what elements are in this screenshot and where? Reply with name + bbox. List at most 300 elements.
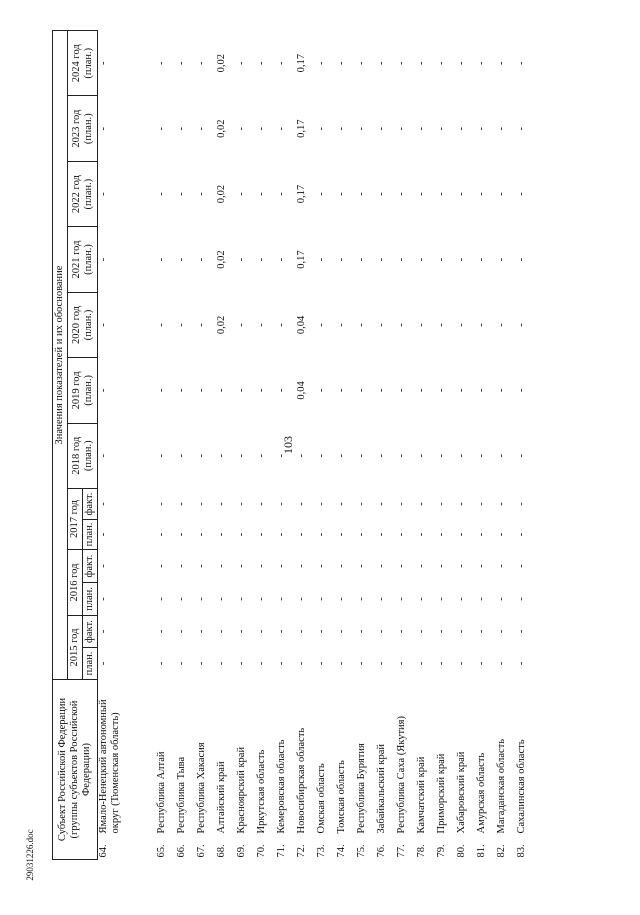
value-cell: - xyxy=(436,323,447,327)
year-plan-header: 2023 год (план.) xyxy=(68,96,98,161)
value-cell: - xyxy=(256,502,267,506)
value-cell: - xyxy=(516,564,527,568)
value-cell: - xyxy=(256,192,267,196)
value-cell: - xyxy=(296,502,307,506)
value-cell: - xyxy=(276,192,287,196)
value-cell: - xyxy=(316,597,327,601)
value-cell: - xyxy=(356,257,367,262)
fact-subheader: факт. xyxy=(83,550,98,583)
value-cell: - xyxy=(416,629,427,634)
value-cell: - xyxy=(256,61,267,65)
value-cell: - xyxy=(476,502,487,506)
table-row xyxy=(216,31,236,860)
value-cell: - xyxy=(276,564,287,568)
row-number: 83. xyxy=(516,844,527,858)
value-cell: - xyxy=(98,502,109,506)
value-cell: - xyxy=(98,597,109,601)
value-cell: - xyxy=(496,532,507,537)
value-cell: - xyxy=(336,564,347,568)
value-cell: - xyxy=(516,61,527,65)
value-cell: - xyxy=(276,61,287,65)
value-cell: - xyxy=(436,192,447,196)
value-cell: - xyxy=(156,323,167,327)
value-cell: - xyxy=(496,257,507,262)
value-cell: - xyxy=(476,192,487,196)
value-cell: - xyxy=(196,388,207,393)
value-cell: - xyxy=(376,532,387,537)
region-name: Республика Саха (Якутия) xyxy=(396,716,407,834)
value-cell: - xyxy=(356,454,367,458)
value-cell: - xyxy=(396,323,407,327)
year-plan-header: 2019 год (план.) xyxy=(68,358,98,423)
value-cell: - xyxy=(356,661,367,666)
value-cell: - xyxy=(156,388,167,393)
value-cell: - xyxy=(456,257,467,262)
value-cell: - xyxy=(316,61,327,65)
value-cell: - xyxy=(496,126,507,131)
value-cell: - xyxy=(336,502,347,506)
value-cell: - xyxy=(436,502,447,506)
region-name: Республика Тыва xyxy=(176,756,187,834)
value-cell: - xyxy=(456,502,467,506)
year-plan-header: 2024 год (план.) xyxy=(68,31,98,96)
year-plan-header: 2018 год (план.) xyxy=(68,423,98,488)
value-cell: 0,02 xyxy=(216,184,227,204)
value-cell: 0,04 xyxy=(296,315,307,335)
value-cell: - xyxy=(396,454,407,458)
value-cell: - xyxy=(376,388,387,393)
fact-subheader: факт. xyxy=(83,489,98,520)
value-cell: - xyxy=(236,126,247,131)
year-plan-header: 2021 год (план.) xyxy=(68,227,98,292)
value-cell: - xyxy=(376,126,387,131)
value-cell: - xyxy=(256,257,267,262)
value-cell: - xyxy=(156,454,167,458)
value-cell: 0,02 xyxy=(216,250,227,269)
table-row xyxy=(496,31,516,860)
value-cell: - xyxy=(436,61,447,65)
table-row xyxy=(156,31,176,860)
value-cell: - xyxy=(336,61,347,65)
value-cell: - xyxy=(336,126,347,131)
value-cell: - xyxy=(496,661,507,666)
value-cell: - xyxy=(436,532,447,537)
value-cell: - xyxy=(276,126,287,131)
value-cell: - xyxy=(236,257,247,262)
value-cell: - xyxy=(276,661,287,666)
value-cell: - xyxy=(396,61,407,65)
value-cell: - xyxy=(416,192,427,196)
region-name: Новосибирская область xyxy=(296,727,307,834)
value-cell: - xyxy=(456,126,467,131)
table-row xyxy=(316,31,336,860)
value-cell: - xyxy=(456,661,467,666)
value-cell: - xyxy=(216,564,227,568)
region-name: Иркутская область xyxy=(256,749,267,834)
value-cell: - xyxy=(436,597,447,601)
value-cell: - xyxy=(416,61,427,65)
value-cell: - xyxy=(236,454,247,458)
row-number: 74. xyxy=(336,844,347,858)
row-number: 71. xyxy=(276,844,287,858)
value-cell: - xyxy=(98,454,109,458)
value-cell: - xyxy=(216,532,227,537)
value-cell: - xyxy=(456,629,467,634)
table-row xyxy=(196,31,216,860)
value-cell: - xyxy=(516,323,527,327)
table-row xyxy=(296,31,316,860)
value-cell: - xyxy=(356,388,367,393)
value-cell: - xyxy=(496,564,507,568)
value-cell: - xyxy=(236,629,247,634)
value-cell: - xyxy=(98,126,109,131)
value-cell: - xyxy=(236,502,247,506)
value-cell: - xyxy=(436,629,447,634)
table-row xyxy=(336,31,356,860)
value-cell: - xyxy=(316,532,327,537)
value-cell: - xyxy=(276,597,287,601)
value-cell: - xyxy=(356,192,367,196)
value-cell: - xyxy=(516,661,527,666)
value-cell: - xyxy=(416,661,427,666)
value-cell: - xyxy=(196,597,207,601)
value-cell: - xyxy=(196,629,207,634)
value-cell: - xyxy=(196,532,207,537)
region-name: Ямало-Ненецкий автономный округ (Тюменская область) xyxy=(98,699,121,834)
year-2016-header: 2016 год xyxy=(68,550,83,616)
value-cell: - xyxy=(196,323,207,327)
value-cell: - xyxy=(396,629,407,634)
row-number: 72. xyxy=(296,844,307,858)
value-cell: - xyxy=(396,597,407,601)
value-cell: - xyxy=(256,564,267,568)
table-row xyxy=(276,31,296,860)
value-cell: - xyxy=(516,502,527,506)
values-title-header: Значения показателей и их обоснование xyxy=(53,31,68,680)
value-cell: - xyxy=(356,564,367,568)
region-name: Магаданская область xyxy=(496,738,507,834)
value-cell: - xyxy=(336,257,347,262)
value-cell: - xyxy=(416,323,427,327)
value-cell: 0,02 xyxy=(216,119,227,138)
value-cell: - xyxy=(98,323,109,327)
value-cell: 0,04 xyxy=(296,381,307,400)
value-cell: - xyxy=(516,532,527,537)
table-row xyxy=(516,31,536,860)
value-cell: - xyxy=(276,388,287,393)
value-cell: - xyxy=(176,532,187,537)
value-cell: - xyxy=(316,388,327,393)
value-cell: - xyxy=(336,661,347,666)
value-cell: - xyxy=(356,502,367,506)
value-cell: - xyxy=(516,192,527,196)
row-number: 65. xyxy=(156,844,167,858)
value-cell: - xyxy=(236,323,247,327)
value-cell: - xyxy=(476,61,487,65)
value-cell: 0,17 xyxy=(296,54,307,73)
value-cell: - xyxy=(256,126,267,131)
value-cell: - xyxy=(456,388,467,393)
value-cell: - xyxy=(396,192,407,196)
row-number: 78. xyxy=(416,844,427,858)
value-cell: - xyxy=(176,597,187,601)
row-number: 80. xyxy=(456,844,467,858)
table-body xyxy=(98,31,537,860)
value-cell: - xyxy=(336,597,347,601)
value-cell: - xyxy=(236,61,247,65)
value-cell: - xyxy=(98,661,109,666)
region-name: Республика Алтай xyxy=(156,751,167,834)
value-cell: - xyxy=(216,629,227,634)
value-cell: - xyxy=(496,388,507,393)
row-number: 67. xyxy=(196,844,207,858)
table-row xyxy=(376,31,396,860)
table-row xyxy=(456,31,476,860)
value-cell: - xyxy=(176,564,187,568)
row-number: 73. xyxy=(316,844,327,858)
value-cell: - xyxy=(276,502,287,506)
value-cell: - xyxy=(356,597,367,601)
year-2017-header: 2017 год xyxy=(68,489,83,550)
value-cell: 0,02 xyxy=(216,315,227,335)
value-cell: - xyxy=(316,629,327,634)
value-cell: - xyxy=(416,388,427,393)
value-cell: - xyxy=(376,192,387,196)
value-cell: - xyxy=(176,629,187,634)
table-row xyxy=(98,31,157,860)
region-name: Омская область xyxy=(316,763,327,834)
value-cell: - xyxy=(356,532,367,537)
region-name: Республика Хакасия xyxy=(196,742,207,834)
value-cell: - xyxy=(376,564,387,568)
value-cell: - xyxy=(156,597,167,601)
value-cell: - xyxy=(456,323,467,327)
value-cell: - xyxy=(376,323,387,327)
value-cell: - xyxy=(98,61,109,65)
value-cell: - xyxy=(196,454,207,458)
value-cell: - xyxy=(336,532,347,537)
value-cell: - xyxy=(416,257,427,262)
value-cell: - xyxy=(156,532,167,537)
year-plan-header: 2020 год (план.) xyxy=(68,292,98,357)
value-cell: - xyxy=(98,564,109,568)
value-cell: - xyxy=(356,61,367,65)
rotated-table-page xyxy=(52,30,607,860)
value-cell: - xyxy=(216,502,227,506)
value-cell: - xyxy=(476,257,487,262)
value-cell: - xyxy=(196,61,207,65)
value-cell: - xyxy=(516,629,527,634)
value-cell: - xyxy=(236,388,247,393)
value-cell: - xyxy=(176,502,187,506)
value-cell: - xyxy=(396,532,407,537)
value-cell: - xyxy=(176,61,187,65)
region-name: Кемеровская область xyxy=(276,739,287,834)
value-cell: - xyxy=(236,597,247,601)
value-cell: - xyxy=(236,532,247,537)
table-row xyxy=(436,31,456,860)
table-row xyxy=(256,31,276,860)
value-cell: - xyxy=(396,126,407,131)
value-cell: - xyxy=(416,564,427,568)
value-cell: - xyxy=(98,629,109,634)
value-cell: - xyxy=(476,454,487,458)
value-cell: - xyxy=(476,564,487,568)
value-cell: - xyxy=(476,532,487,537)
row-number: 82. xyxy=(496,844,507,858)
value-cell: - xyxy=(336,388,347,393)
table-row xyxy=(396,31,416,860)
value-cell: - xyxy=(376,661,387,666)
value-cell: - xyxy=(216,661,227,666)
value-cell: - xyxy=(156,502,167,506)
value-cell: - xyxy=(396,388,407,393)
value-cell: - xyxy=(176,454,187,458)
value-cell: - xyxy=(276,532,287,537)
value-cell: - xyxy=(296,629,307,634)
value-cell: - xyxy=(256,629,267,634)
value-cell: - xyxy=(176,192,187,196)
row-number: 75. xyxy=(356,844,367,858)
value-cell: - xyxy=(416,454,427,458)
value-cell: - xyxy=(156,629,167,634)
value-cell: - xyxy=(256,323,267,327)
value-cell: - xyxy=(276,323,287,327)
value-cell: - xyxy=(516,257,527,262)
row-number: 68. xyxy=(216,844,227,858)
table-row xyxy=(416,31,436,860)
value-cell: - xyxy=(496,502,507,506)
value-cell: - xyxy=(476,597,487,601)
value-cell: - xyxy=(256,454,267,458)
value-cell: - xyxy=(216,597,227,601)
row-number: 77. xyxy=(396,844,407,858)
value-cell: - xyxy=(476,126,487,131)
value-cell: - xyxy=(276,454,287,458)
table-row xyxy=(236,31,256,860)
region-name: Хабаровский край xyxy=(456,751,467,834)
region-name: Камчатский край xyxy=(416,756,427,834)
value-cell: - xyxy=(316,502,327,506)
value-cell: - xyxy=(156,564,167,568)
value-cell: 0,17 xyxy=(296,184,307,204)
region-name: Забайкальский край xyxy=(376,743,387,834)
value-cell: - xyxy=(196,502,207,506)
value-cell: - xyxy=(196,192,207,196)
value-cell: - xyxy=(176,388,187,393)
row-number: 66. xyxy=(176,844,187,858)
value-cell: - xyxy=(436,454,447,458)
value-cell: - xyxy=(196,126,207,131)
value-cell: - xyxy=(496,629,507,634)
year-plan-header: 2022 год (план.) xyxy=(68,161,98,226)
value-cell: - xyxy=(336,629,347,634)
value-cell: - xyxy=(396,257,407,262)
value-cell: - xyxy=(416,597,427,601)
year-2015-header: 2015 год xyxy=(68,616,83,680)
value-cell: - xyxy=(316,192,327,196)
value-cell: - xyxy=(316,454,327,458)
region-name: Сахалинская область xyxy=(516,739,527,834)
table-row xyxy=(476,31,496,860)
value-cell: - xyxy=(396,564,407,568)
value-cell: - xyxy=(456,597,467,601)
value-cell: - xyxy=(356,629,367,634)
value-cell: - xyxy=(376,629,387,634)
value-cell: - xyxy=(516,388,527,393)
value-cell: - xyxy=(316,126,327,131)
value-cell: - xyxy=(176,257,187,262)
table-row xyxy=(176,31,196,860)
value-cell: - xyxy=(456,454,467,458)
value-cell: - xyxy=(436,661,447,666)
value-cell: - xyxy=(236,564,247,568)
table-header xyxy=(53,31,98,860)
value-cell: - xyxy=(396,502,407,506)
value-cell: - xyxy=(296,564,307,568)
value-cell: - xyxy=(316,257,327,262)
value-cell: - xyxy=(256,661,267,666)
value-cell: - xyxy=(376,257,387,262)
region-name: Приморский край xyxy=(436,753,447,834)
value-cell: - xyxy=(416,502,427,506)
value-cell: - xyxy=(256,597,267,601)
value-cell: - xyxy=(176,126,187,131)
value-cell: - xyxy=(196,661,207,666)
value-cell: - xyxy=(416,126,427,131)
value-cell: - xyxy=(316,323,327,327)
subject-header: Субъект Российской Федерации (группы субъектов Российской Федерации) xyxy=(53,680,98,860)
region-name: Республика Бурятия xyxy=(356,743,367,834)
value-cell: - xyxy=(476,661,487,666)
value-cell: 0,17 xyxy=(296,119,307,138)
value-cell: - xyxy=(496,597,507,601)
value-cell: - xyxy=(436,564,447,568)
value-cell: - xyxy=(456,564,467,568)
value-cell: - xyxy=(476,629,487,634)
value-cell: - xyxy=(496,454,507,458)
row-number: 79. xyxy=(436,844,447,858)
value-cell: - xyxy=(98,388,109,393)
value-cell: - xyxy=(456,61,467,65)
value-cell: - xyxy=(376,454,387,458)
value-cell: - xyxy=(276,629,287,634)
value-cell: - xyxy=(436,388,447,393)
region-name: Амурская область xyxy=(476,752,487,834)
value-cell: - xyxy=(156,61,167,65)
value-cell: - xyxy=(216,388,227,393)
value-cell: - xyxy=(476,323,487,327)
value-cell: - xyxy=(256,388,267,393)
region-name: Алтайский край xyxy=(216,761,227,834)
indicator-table xyxy=(52,30,536,860)
fact-subheader: факт. xyxy=(83,616,98,648)
value-cell: - xyxy=(496,61,507,65)
row-number: 64. xyxy=(98,844,109,858)
value-cell: - xyxy=(156,257,167,262)
value-cell: - xyxy=(456,192,467,196)
region-name: Красноярский край xyxy=(236,746,247,834)
region-name: Томская область xyxy=(336,760,347,834)
value-cell: - xyxy=(356,323,367,327)
value-cell: - xyxy=(296,661,307,666)
value-cell: - xyxy=(336,192,347,196)
value-cell: - xyxy=(276,257,287,262)
value-cell: - xyxy=(396,661,407,666)
document-code: 29031226.doc xyxy=(25,829,35,881)
table-row xyxy=(356,31,376,860)
row-number: 76. xyxy=(376,844,387,858)
